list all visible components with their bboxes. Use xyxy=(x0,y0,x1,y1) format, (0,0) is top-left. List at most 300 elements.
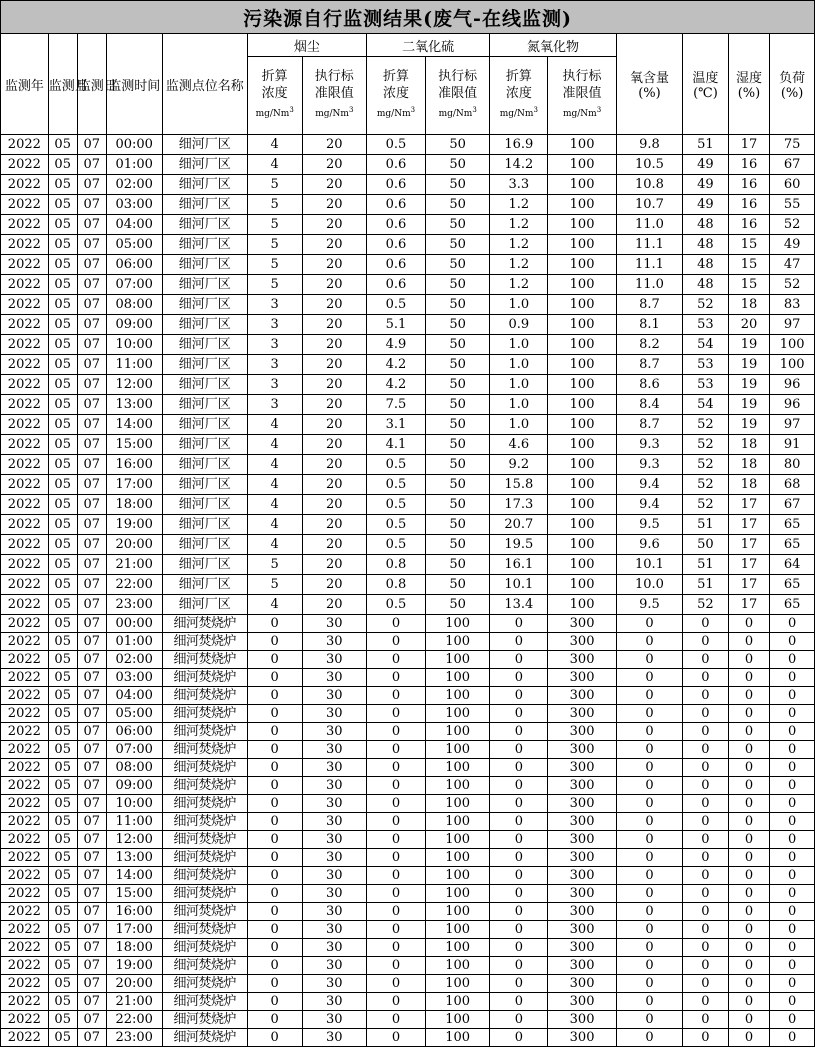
table-row xyxy=(1,475,815,495)
cell-humidity: 18 xyxy=(728,475,769,495)
cell-so2-converted: 0.6 xyxy=(366,155,425,175)
cell-nox-limit: 100 xyxy=(548,355,616,375)
cell-day: 07 xyxy=(77,795,106,813)
header-unit xyxy=(303,102,366,123)
cell-day: 07 xyxy=(77,921,106,939)
cell-nox-limit: 100 xyxy=(548,495,616,515)
cell-so2-converted: 0.6 xyxy=(366,175,425,195)
cell-dust-limit: 30 xyxy=(302,867,366,885)
table-row xyxy=(1,535,815,555)
cell-nox-converted: 1.2 xyxy=(490,275,548,295)
cell-year: 2022 xyxy=(1,903,49,921)
cell-humidity: 19 xyxy=(728,335,769,355)
cell-dust-converted: 4 xyxy=(247,495,302,515)
cell-so2-limit: 50 xyxy=(426,335,490,355)
cell-nox-converted: 0 xyxy=(490,777,548,795)
cell-temperature: 48 xyxy=(683,255,729,275)
cell-day: 07 xyxy=(77,903,106,921)
cell-time: 18:00 xyxy=(106,495,162,515)
unit-text: mg/Nm xyxy=(376,109,411,119)
cell-dust-limit: 30 xyxy=(302,705,366,723)
cell-dust-limit: 30 xyxy=(302,975,366,993)
cell-time: 22:00 xyxy=(106,575,162,595)
header-nox-converted xyxy=(490,57,548,135)
cell-time: 09:00 xyxy=(106,315,162,335)
cell-oxygen: 0 xyxy=(616,993,682,1011)
cell-nox-converted: 0 xyxy=(490,813,548,831)
cell-temperature: 0 xyxy=(683,867,729,885)
cell-so2-converted: 0 xyxy=(366,759,425,777)
cell-year: 2022 xyxy=(1,555,49,575)
cell-temperature: 0 xyxy=(683,885,729,903)
cell-year: 2022 xyxy=(1,975,49,993)
cell-time: 07:00 xyxy=(106,275,162,295)
cell-oxygen: 9.3 xyxy=(616,455,682,475)
header-humidity xyxy=(728,34,769,135)
cell-nox-limit: 300 xyxy=(548,975,616,993)
cell-dust-converted: 3 xyxy=(247,375,302,395)
cell-point: 细河厂区 xyxy=(162,255,247,275)
cell-nox-limit: 300 xyxy=(548,1011,616,1029)
cell-dust-converted: 0 xyxy=(247,687,302,705)
cell-point: 细河焚烧炉 xyxy=(162,741,247,759)
cell-month: 05 xyxy=(48,175,77,195)
header-year: 监测年 xyxy=(1,34,49,135)
header-converted-label: 折算浓度 xyxy=(505,69,532,101)
cell-month: 05 xyxy=(48,777,77,795)
cell-point: 细河厂区 xyxy=(162,155,247,175)
cell-month: 05 xyxy=(48,355,77,375)
cell-so2-limit: 100 xyxy=(426,939,490,957)
cell-humidity: 17 xyxy=(728,515,769,535)
cell-oxygen: 8.7 xyxy=(616,355,682,375)
cell-nox-limit: 100 xyxy=(548,375,616,395)
cell-day: 07 xyxy=(77,395,106,415)
cell-temperature: 0 xyxy=(683,795,729,813)
cell-point: 细河厂区 xyxy=(162,135,247,155)
cell-nox-converted: 0 xyxy=(490,1011,548,1029)
table-row xyxy=(1,1011,815,1029)
cell-nox-limit: 300 xyxy=(548,1029,616,1047)
cell-so2-converted: 0.6 xyxy=(366,195,425,215)
cell-so2-converted: 0 xyxy=(366,651,425,669)
cell-nox-limit: 300 xyxy=(548,795,616,813)
cell-point: 细河厂区 xyxy=(162,435,247,455)
table-row xyxy=(1,255,815,275)
table-row xyxy=(1,215,815,235)
cell-oxygen: 10.7 xyxy=(616,195,682,215)
cell-month: 05 xyxy=(48,1011,77,1029)
cell-point: 细河厂区 xyxy=(162,215,247,235)
cell-point: 细河焚烧炉 xyxy=(162,957,247,975)
header-day: 监测日 xyxy=(77,34,106,135)
table-row xyxy=(1,295,815,315)
cell-day: 07 xyxy=(77,615,106,633)
cell-load: 0 xyxy=(770,669,815,687)
cell-load: 75 xyxy=(770,135,815,155)
cell-point: 细河焚烧炉 xyxy=(162,795,247,813)
unit-superscript: 3 xyxy=(410,106,416,114)
cell-dust-converted: 4 xyxy=(247,455,302,475)
cell-nox-converted: 1.0 xyxy=(490,355,548,375)
cell-dust-limit: 20 xyxy=(302,495,366,515)
cell-oxygen: 9.4 xyxy=(616,495,682,515)
cell-temperature: 52 xyxy=(683,295,729,315)
cell-year: 2022 xyxy=(1,375,49,395)
cell-oxygen: 0 xyxy=(616,939,682,957)
cell-dust-limit: 20 xyxy=(302,315,366,335)
table-row xyxy=(1,555,815,575)
cell-year: 2022 xyxy=(1,867,49,885)
cell-nox-limit: 300 xyxy=(548,723,616,741)
cell-so2-converted: 0 xyxy=(366,723,425,741)
cell-humidity: 17 xyxy=(728,535,769,555)
cell-day: 07 xyxy=(77,669,106,687)
cell-nox-converted: 0 xyxy=(490,651,548,669)
cell-year: 2022 xyxy=(1,633,49,651)
cell-nox-converted: 0 xyxy=(490,831,548,849)
cell-so2-converted: 0 xyxy=(366,669,425,687)
cell-so2-limit: 50 xyxy=(426,295,490,315)
cell-point: 细河厂区 xyxy=(162,175,247,195)
cell-temperature: 0 xyxy=(683,723,729,741)
cell-temperature: 49 xyxy=(683,175,729,195)
cell-load: 100 xyxy=(770,335,815,355)
cell-day: 07 xyxy=(77,777,106,795)
cell-oxygen: 11.1 xyxy=(616,235,682,255)
table-row xyxy=(1,651,815,669)
cell-point: 细河厂区 xyxy=(162,475,247,495)
cell-load: 0 xyxy=(770,903,815,921)
cell-so2-converted: 0.6 xyxy=(366,215,425,235)
cell-month: 05 xyxy=(48,595,77,615)
table-row xyxy=(1,195,815,215)
header-oxygen-label: 氧含量 xyxy=(629,71,669,86)
cell-so2-limit: 100 xyxy=(426,813,490,831)
cell-oxygen: 8.2 xyxy=(616,335,682,355)
cell-dust-converted: 4 xyxy=(247,155,302,175)
cell-point: 细河厂区 xyxy=(162,335,247,355)
cell-point: 细河焚烧炉 xyxy=(162,867,247,885)
cell-humidity: 0 xyxy=(728,885,769,903)
cell-so2-limit: 100 xyxy=(426,1011,490,1029)
cell-dust-converted: 4 xyxy=(247,475,302,495)
cell-month: 05 xyxy=(48,867,77,885)
cell-dust-limit: 30 xyxy=(302,903,366,921)
cell-time: 23:00 xyxy=(106,1029,162,1047)
cell-so2-limit: 100 xyxy=(426,705,490,723)
cell-month: 05 xyxy=(48,633,77,651)
cell-dust-limit: 20 xyxy=(302,455,366,475)
table-row xyxy=(1,795,815,813)
cell-nox-limit: 100 xyxy=(548,555,616,575)
cell-nox-converted: 0 xyxy=(490,993,548,1011)
cell-oxygen: 0 xyxy=(616,723,682,741)
cell-so2-converted: 0.5 xyxy=(366,295,425,315)
cell-so2-converted: 0.5 xyxy=(366,455,425,475)
table-row xyxy=(1,1029,815,1047)
cell-month: 05 xyxy=(48,741,77,759)
cell-point: 细河焚烧炉 xyxy=(162,687,247,705)
cell-nox-limit: 100 xyxy=(548,475,616,495)
cell-point: 细河厂区 xyxy=(162,315,247,335)
cell-time: 17:00 xyxy=(106,475,162,495)
cell-humidity: 0 xyxy=(728,777,769,795)
cell-dust-limit: 30 xyxy=(302,831,366,849)
cell-dust-limit: 20 xyxy=(302,195,366,215)
cell-temperature: 0 xyxy=(683,831,729,849)
cell-day: 07 xyxy=(77,175,106,195)
cell-oxygen: 0 xyxy=(616,885,682,903)
cell-day: 07 xyxy=(77,633,106,651)
table-row xyxy=(1,831,815,849)
cell-dust-converted: 0 xyxy=(247,831,302,849)
cell-month: 05 xyxy=(48,939,77,957)
cell-month: 05 xyxy=(48,921,77,939)
cell-nox-limit: 300 xyxy=(548,885,616,903)
cell-nox-limit: 300 xyxy=(548,651,616,669)
cell-day: 07 xyxy=(77,957,106,975)
cell-so2-limit: 100 xyxy=(426,615,490,633)
cell-time: 11:00 xyxy=(106,355,162,375)
cell-oxygen: 9.8 xyxy=(616,135,682,155)
cell-dust-converted: 4 xyxy=(247,435,302,455)
cell-temperature: 0 xyxy=(683,687,729,705)
cell-day: 07 xyxy=(77,135,106,155)
cell-humidity: 17 xyxy=(728,135,769,155)
cell-so2-limit: 100 xyxy=(426,633,490,651)
cell-dust-converted: 5 xyxy=(247,195,302,215)
cell-nox-converted: 0 xyxy=(490,759,548,777)
cell-dust-converted: 5 xyxy=(247,555,302,575)
cell-so2-limit: 100 xyxy=(426,651,490,669)
cell-time: 00:00 xyxy=(106,135,162,155)
cell-nox-converted: 0 xyxy=(490,615,548,633)
cell-year: 2022 xyxy=(1,155,49,175)
cell-month: 05 xyxy=(48,255,77,275)
cell-nox-converted: 0 xyxy=(490,795,548,813)
cell-humidity: 0 xyxy=(728,705,769,723)
cell-so2-converted: 0 xyxy=(366,867,425,885)
table-row xyxy=(1,495,815,515)
cell-dust-limit: 20 xyxy=(302,415,366,435)
cell-so2-limit: 100 xyxy=(426,741,490,759)
table-row xyxy=(1,135,815,155)
cell-so2-limit: 50 xyxy=(426,415,490,435)
cell-humidity: 0 xyxy=(728,903,769,921)
table-row xyxy=(1,395,815,415)
cell-oxygen: 0 xyxy=(616,777,682,795)
table-row xyxy=(1,315,815,335)
cell-temperature: 48 xyxy=(683,235,729,255)
cell-so2-limit: 100 xyxy=(426,921,490,939)
table-row xyxy=(1,575,815,595)
cell-year: 2022 xyxy=(1,705,49,723)
cell-day: 07 xyxy=(77,455,106,475)
cell-day: 07 xyxy=(77,155,106,175)
header-converted-label: 折算浓度 xyxy=(382,69,409,101)
cell-so2-converted: 0 xyxy=(366,633,425,651)
header-point: 监测点位名称 xyxy=(162,34,247,135)
cell-so2-converted: 0 xyxy=(366,777,425,795)
cell-point: 细河焚烧炉 xyxy=(162,669,247,687)
cell-so2-converted: 0.5 xyxy=(366,535,425,555)
cell-so2-limit: 100 xyxy=(426,723,490,741)
cell-humidity: 20 xyxy=(728,315,769,335)
cell-load: 0 xyxy=(770,795,815,813)
cell-load: 0 xyxy=(770,759,815,777)
cell-temperature: 0 xyxy=(683,921,729,939)
cell-oxygen: 8.6 xyxy=(616,375,682,395)
cell-temperature: 52 xyxy=(683,495,729,515)
cell-dust-limit: 20 xyxy=(302,335,366,355)
cell-day: 07 xyxy=(77,315,106,335)
cell-day: 07 xyxy=(77,575,106,595)
cell-dust-limit: 30 xyxy=(302,813,366,831)
cell-time: 12:00 xyxy=(106,375,162,395)
cell-year: 2022 xyxy=(1,475,49,495)
cell-point: 细河焚烧炉 xyxy=(162,615,247,633)
cell-humidity: 0 xyxy=(728,993,769,1011)
cell-temperature: 0 xyxy=(683,993,729,1011)
cell-nox-limit: 300 xyxy=(548,867,616,885)
cell-load: 0 xyxy=(770,939,815,957)
cell-point: 细河厂区 xyxy=(162,555,247,575)
cell-humidity: 0 xyxy=(728,633,769,651)
cell-day: 07 xyxy=(77,885,106,903)
cell-temperature: 48 xyxy=(683,215,729,235)
cell-humidity: 0 xyxy=(728,939,769,957)
cell-dust-limit: 20 xyxy=(302,295,366,315)
cell-nox-limit: 300 xyxy=(548,669,616,687)
cell-temperature: 0 xyxy=(683,651,729,669)
cell-month: 05 xyxy=(48,669,77,687)
cell-dust-converted: 3 xyxy=(247,395,302,415)
cell-nox-limit: 300 xyxy=(548,813,616,831)
cell-humidity: 16 xyxy=(728,155,769,175)
cell-nox-limit: 100 xyxy=(548,255,616,275)
header-so2-converted xyxy=(366,57,425,135)
cell-year: 2022 xyxy=(1,295,49,315)
cell-year: 2022 xyxy=(1,651,49,669)
cell-load: 0 xyxy=(770,921,815,939)
cell-nox-limit: 300 xyxy=(548,957,616,975)
table-row xyxy=(1,903,815,921)
cell-dust-converted: 0 xyxy=(247,651,302,669)
cell-nox-converted: 17.3 xyxy=(490,495,548,515)
cell-so2-converted: 0.5 xyxy=(366,495,425,515)
cell-so2-limit: 100 xyxy=(426,957,490,975)
cell-month: 05 xyxy=(48,195,77,215)
cell-time: 02:00 xyxy=(106,175,162,195)
cell-month: 05 xyxy=(48,495,77,515)
cell-so2-converted: 0 xyxy=(366,849,425,867)
cell-nox-limit: 300 xyxy=(548,759,616,777)
cell-dust-converted: 5 xyxy=(247,255,302,275)
cell-so2-limit: 50 xyxy=(426,235,490,255)
cell-nox-converted: 1.2 xyxy=(490,235,548,255)
cell-year: 2022 xyxy=(1,885,49,903)
cell-oxygen: 0 xyxy=(616,1029,682,1047)
cell-so2-converted: 0 xyxy=(366,741,425,759)
cell-nox-converted: 0 xyxy=(490,723,548,741)
cell-nox-converted: 0 xyxy=(490,1029,548,1047)
cell-so2-limit: 50 xyxy=(426,455,490,475)
cell-temperature: 52 xyxy=(683,475,729,495)
cell-nox-limit: 300 xyxy=(548,777,616,795)
cell-temperature: 54 xyxy=(683,335,729,355)
cell-load: 65 xyxy=(770,575,815,595)
cell-dust-limit: 20 xyxy=(302,515,366,535)
cell-nox-converted: 0 xyxy=(490,687,548,705)
cell-nox-converted: 9.2 xyxy=(490,455,548,475)
cell-load: 0 xyxy=(770,651,815,669)
cell-time: 23:00 xyxy=(106,595,162,615)
cell-load: 0 xyxy=(770,687,815,705)
cell-so2-converted: 0 xyxy=(366,705,425,723)
cell-so2-converted: 0 xyxy=(366,975,425,993)
cell-oxygen: 0 xyxy=(616,615,682,633)
cell-dust-limit: 20 xyxy=(302,275,366,295)
table-row xyxy=(1,867,815,885)
cell-nox-limit: 300 xyxy=(548,939,616,957)
cell-dust-converted: 0 xyxy=(247,849,302,867)
cell-point: 细河焚烧炉 xyxy=(162,813,247,831)
cell-oxygen: 10.1 xyxy=(616,555,682,575)
cell-dust-limit: 30 xyxy=(302,957,366,975)
cell-dust-limit: 30 xyxy=(302,921,366,939)
cell-dust-converted: 5 xyxy=(247,575,302,595)
cell-dust-converted: 3 xyxy=(247,295,302,315)
cell-so2-converted: 4.9 xyxy=(366,335,425,355)
cell-year: 2022 xyxy=(1,723,49,741)
cell-nox-converted: 1.0 xyxy=(490,395,548,415)
cell-time: 09:00 xyxy=(106,777,162,795)
table-row xyxy=(1,777,815,795)
cell-temperature: 0 xyxy=(683,759,729,777)
cell-load: 64 xyxy=(770,555,815,575)
cell-oxygen: 10.5 xyxy=(616,155,682,175)
cell-dust-converted: 0 xyxy=(247,867,302,885)
cell-month: 05 xyxy=(48,957,77,975)
cell-day: 07 xyxy=(77,535,106,555)
cell-dust-limit: 20 xyxy=(302,175,366,195)
cell-temperature: 51 xyxy=(683,515,729,535)
cell-load: 0 xyxy=(770,741,815,759)
header-so2-limit xyxy=(426,57,490,135)
cell-year: 2022 xyxy=(1,687,49,705)
cell-load: 52 xyxy=(770,215,815,235)
cell-humidity: 0 xyxy=(728,795,769,813)
header-dust-limit xyxy=(302,57,366,135)
cell-so2-converted: 5.1 xyxy=(366,315,425,335)
cell-dust-converted: 4 xyxy=(247,415,302,435)
cell-dust-limit: 30 xyxy=(302,651,366,669)
cell-temperature: 54 xyxy=(683,395,729,415)
cell-month: 05 xyxy=(48,849,77,867)
cell-time: 19:00 xyxy=(106,957,162,975)
cell-temperature: 53 xyxy=(683,375,729,395)
cell-load: 0 xyxy=(770,777,815,795)
cell-so2-limit: 50 xyxy=(426,575,490,595)
cell-oxygen: 9.6 xyxy=(616,535,682,555)
cell-so2-converted: 0 xyxy=(366,1029,425,1047)
cell-day: 07 xyxy=(77,993,106,1011)
cell-load: 0 xyxy=(770,885,815,903)
cell-temperature: 51 xyxy=(683,575,729,595)
cell-temperature: 52 xyxy=(683,415,729,435)
header-limit-label: 执行标准限值 xyxy=(314,69,354,101)
